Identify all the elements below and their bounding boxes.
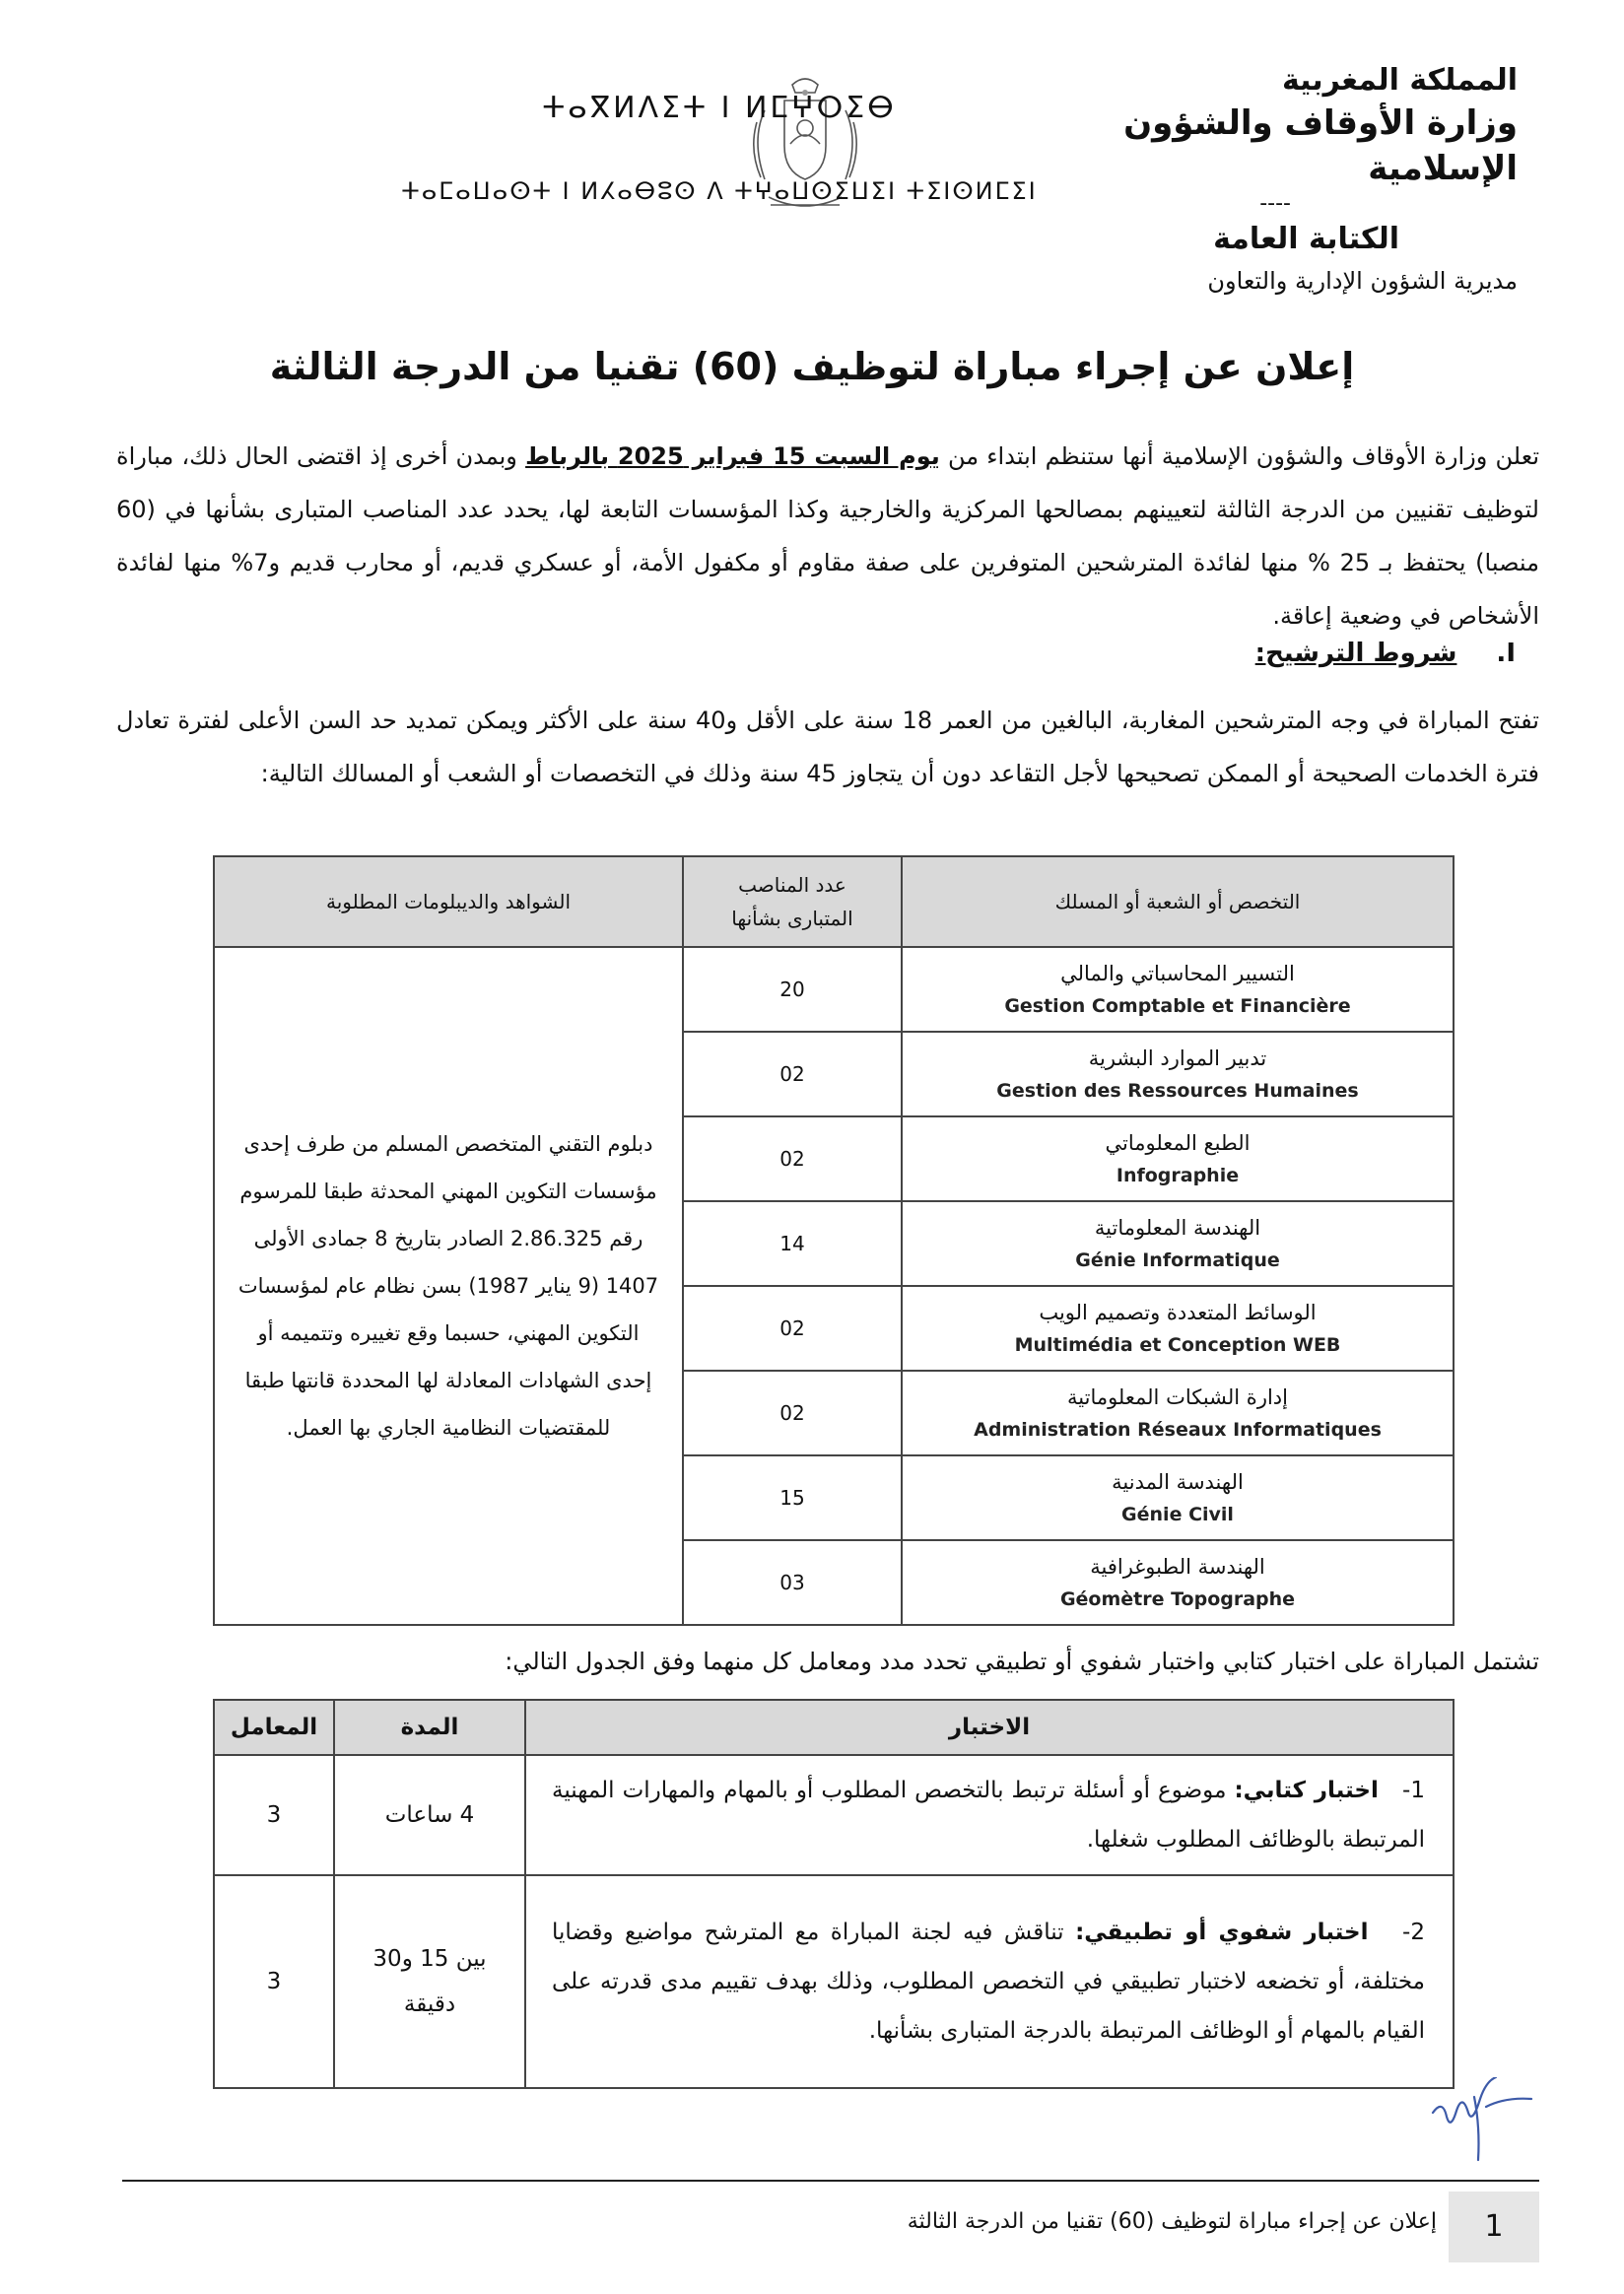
specialty-fr: Administration Réseaux Informatiques (974, 1419, 1382, 1441)
specialty-ar: الطبع المعلوماتي (1105, 1131, 1251, 1155)
specialty-ar: تدبير الموارد البشرية (1088, 1046, 1267, 1070)
specialty-ar: الهندسة الطبوغرافية (1090, 1555, 1265, 1579)
tifinagh-kingdom: ⵜⴰⴳⵍⴷⵉⵜ ⵏ ⵍⵎⵖⵔⵉⴱ (542, 91, 897, 125)
test-description (525, 1755, 1454, 1875)
specialty-ar: الهندسة المدنية (1112, 1470, 1244, 1494)
intro-part2: وبمدن أخرى إذ اقتضى الحال ذلك، مباراة لتوظيف تقنيين من الدرجة الثالثة لتعيينهم بمصالحها المركزية والخارجية وكذا المؤسسات التابعة لها، يحدد عدد المناصب المتبارى بشأنها في (60 منصبا) يحتفظ بـ 25 % منها لفائدة المترشحين المتوفرين على صفة مقاوم أو مكفول الأمة، أو عسكري قديم، أو محارب قديم و7% منها لفائدة الأشخاص في وضعية إعاقة. (116, 442, 1540, 630)
handwritten-signature (1427, 2077, 1545, 2166)
tifinagh-header (99, 87, 1038, 213)
test-label: اختبار شفوي أو تطبيقي: (1075, 1920, 1369, 1945)
tifinagh-ministry: ⵜⴰⵎⴰⵡⴰⵙⵜ ⵏ ⵍⵃⴰⴱⵓⵙ ⴷ ⵜⵖⴰⵡⵙⵉⵡⵉⵏ ⵜⵉⵏⵙⵍⵎⵉⵏ (401, 177, 1038, 205)
specialty-fr: Génie Civil (1121, 1504, 1234, 1525)
test-description (525, 1875, 1454, 2088)
exam-table-header (214, 1700, 1454, 1755)
section-label: شروط الترشيح: (1254, 639, 1457, 668)
diploma-requirements: دبلوم التقني المتخصص المسلم من طرف إحدى مؤسسات التكوين المهني المحدثة طبقا للمرسوم رقم 2.86.325 الصادر بتاريخ 8 جمادى الأولى 1407 (9 يناير 1987) بسن نظام عام لمؤسسات التكوين المهني، حسبما وقع تغييره وتتميمه أو إحدى الشهادات المعادلة لها المحددة قانتها طبقا للمقتضيات النظامية الجاري بها العمل. (214, 947, 683, 1625)
post-count: 14 (683, 1201, 902, 1286)
posts-table-header (214, 856, 1454, 947)
specialty-fr: Gestion des Ressources Humaines (996, 1080, 1359, 1102)
post-count: 03 (683, 1540, 902, 1625)
specialty-cell (902, 1371, 1454, 1455)
specialty-cell (902, 1455, 1454, 1540)
specialty-ar: التسيير المحاسباتي والمالي (1060, 962, 1295, 985)
section-heading-conditions (1255, 639, 1516, 668)
post-count: 02 (683, 1371, 902, 1455)
specialty-ar: الوسائط المتعددة وتصميم الويب (1039, 1301, 1317, 1324)
exam-intro: تشتمل المباراة على اختبار كتابي واختبار شفوي أو تطبيقي تحدد مدد ومعامل كل منهما وفق الجدول التالي: (505, 1648, 1539, 1675)
ministry-name: وزارة الأوقاف والشؤون الإسلامية (1123, 103, 1518, 188)
header-diplomas: الشواهد والديبلومات المطلوبة (214, 856, 683, 947)
page-number: 1 (1449, 2192, 1539, 2262)
post-count: 20 (683, 947, 902, 1032)
header-test: الاختبار (525, 1700, 1454, 1755)
header-coefficient: المعامل (214, 1700, 334, 1755)
specialty-ar: الهندسة المعلوماتية (1094, 1216, 1261, 1240)
header-duration: المدة (334, 1700, 525, 1755)
specialty-cell (902, 1286, 1454, 1371)
table-row (214, 947, 1454, 1032)
specialty-cell (902, 1116, 1454, 1201)
header-separator: ---- (1259, 191, 1291, 216)
conditions-paragraph: تفتح المباراة في وجه المترشحين المغاربة، البالغين من العمر 18 سنة على الأقل و40 سنة على الأكثر ويمكن تمديد حد السن الأعلى لفترة تعادل فترة الخدمات الصحيحة أو الممكن تصحيحها لأجل التقاعد دون أن يتجاوز 45 سنة وذلك في التخصصات أو الشعب أو المسالك التالية: (116, 707, 1539, 787)
specialty-cell (902, 1032, 1454, 1116)
header-count: عدد المناصب المتبارى بشأنها (683, 856, 902, 947)
secretariat-name: الكتابة العامة (1213, 222, 1399, 256)
specialty-cell (902, 947, 1454, 1032)
test-coefficient: 3 (214, 1755, 334, 1875)
test-desc: تناقش فيه لجنة المباراة مع المترشح مواضيع وقضايا مختلفة، أو تخضعه لاختبار تطبيقي في التخصص المطلوب، وذلك بهدف تقييم مدى قدرته على القيام بالمهام أو الوظائف المرتبطة بالدرجة المتبارى بشأنها. (552, 1920, 1425, 2044)
test-duration: 4 ساعات (334, 1755, 525, 1875)
post-count: 02 (683, 1032, 902, 1116)
table-row (214, 1875, 1454, 2088)
test-number: 1- (1402, 1778, 1425, 1803)
footer-divider (122, 2180, 1539, 2182)
kingdom-name: المملكة المغربية (1281, 63, 1518, 98)
specialty-fr: Infographie (1116, 1165, 1240, 1186)
footer-text: إعلان عن إجراء مباراة لتوظيف (60) تقنيا من الدرجة الثالثة (907, 2209, 1437, 2234)
section-number: I. (1496, 639, 1516, 668)
post-count: 15 (683, 1455, 902, 1540)
exam-date: يوم السبت 15 فبراير 2025 بالرباط (525, 442, 940, 470)
posts-table (213, 855, 1455, 1626)
specialty-fr: Gestion Comptable et Financière (1004, 995, 1351, 1017)
specialty-cell (902, 1201, 1454, 1286)
test-coefficient: 3 (214, 1875, 334, 2088)
specialty-ar: إدارة الشبكات المعلوماتية (1067, 1385, 1288, 1409)
test-number: 2- (1402, 1920, 1425, 1945)
test-duration: بين 15 و30 دقيقة (334, 1875, 525, 2088)
directorate-name: مديرية الشؤون الإدارية والتعاون (1207, 267, 1518, 295)
test-label: اختبار كتابي: (1234, 1778, 1379, 1803)
specialty-fr: Géomètre Topographe (1059, 1588, 1296, 1610)
announcement-title: إعلان عن إجراء مباراة لتوظيف (60) تقنيا من الدرجة الثالثة (269, 345, 1355, 388)
intro-paragraph (116, 430, 1539, 642)
table-row (214, 1755, 1454, 1875)
intro-part1: تعلن وزارة الأوقاف والشؤون الإسلامية أنها ستنظم ابتداء من (939, 442, 1540, 470)
specialty-fr: Génie Informatique (1075, 1249, 1280, 1271)
exam-table (213, 1699, 1455, 2089)
test-desc: موضوع أو أسئلة ترتبط بالتخصص المطلوب أو بالمهام والمهارات المهنية المرتبطة بالوظائف المطلوب شغلها. (552, 1778, 1425, 1853)
specialty-cell (902, 1540, 1454, 1625)
specialty-fr: Multimédia et Conception WEB (1014, 1334, 1341, 1356)
post-count: 02 (683, 1116, 902, 1201)
post-count: 02 (683, 1286, 902, 1371)
header-specialty: التخصص أو الشعبة أو المسلك (902, 856, 1454, 947)
